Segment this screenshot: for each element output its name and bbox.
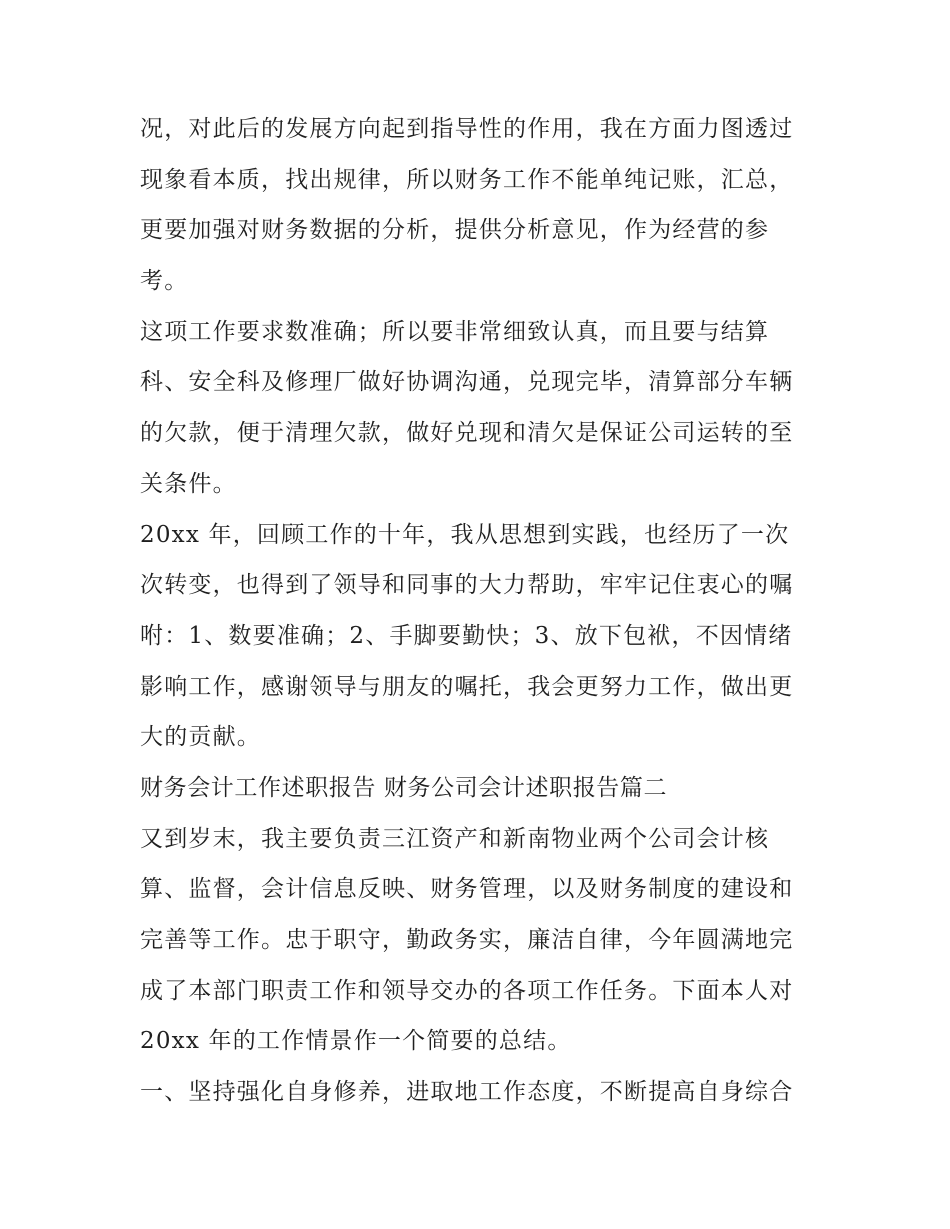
paragraph-line: 影响工作，感谢领导与朋友的嘱托，我会更努力工作，做出更 (140, 673, 794, 700)
paragraph-line: 考。 (140, 268, 189, 295)
section-title: 财务会计工作述职报告 财务公司会计述职报告篇二 (140, 774, 668, 801)
paragraph-line: 关条件。 (140, 470, 237, 497)
paragraph-line: 一、坚持强化自身修养，进取地工作态度，不断提高自身综合 (140, 1079, 794, 1106)
paragraph-line: 次转变，也得到了领导和同事的大力帮助，牢牢记住衷心的嘱 (140, 572, 794, 599)
paragraph-line: 大的贡献。 (140, 724, 261, 751)
document-body (140, 104, 816, 1118)
paragraph-line: 的欠款，便于清理欠款，做好兑现和清欠是保证公司运转的至 (140, 420, 794, 447)
paragraph-line: 20xx 年，回顾工作的十年，我从思想到实践，也经历了一次 (140, 521, 790, 548)
paragraph-line: 更要加强对财务数据的分析，提供分析意见，作为经营的参 (140, 217, 770, 244)
paragraph-line: 完善等工作。忠于职守，勤政务实，廉洁自律，今年圆满地完 (140, 927, 794, 953)
paragraph-line: 20xx 年的工作情景作一个简要的总结。 (140, 1028, 572, 1055)
paragraph-line: 算、监督，会计信息反映、财务管理，以及财务制度的建设和 (140, 876, 794, 903)
paragraph-line: 现象看本质，找出规律，所以财务工作不能单纯记账，汇总， (140, 166, 794, 193)
paragraph-line: 科、安全科及修理厂做好协调沟通，兑现完毕，清算部分车辆 (140, 369, 794, 396)
paragraph-line: 成了本部门职责工作和领导交办的各项工作任务。下面本人对 (140, 977, 794, 1004)
paragraph-line: 这项工作要求数准确；所以要非常细致认真，而且要与结算 (140, 318, 770, 345)
paragraph-line: 又到岁末，我主要负责三江资产和新南物业两个公司会计核 (140, 825, 770, 852)
paragraph-line: 咐：1、数要准确；2、手脚要勤快；3、放下包袱，不因情绪 (140, 622, 793, 649)
paragraph-line: 况，对此后的发展方向起到指导性的作用，我在方面力图透过 (140, 116, 794, 142)
